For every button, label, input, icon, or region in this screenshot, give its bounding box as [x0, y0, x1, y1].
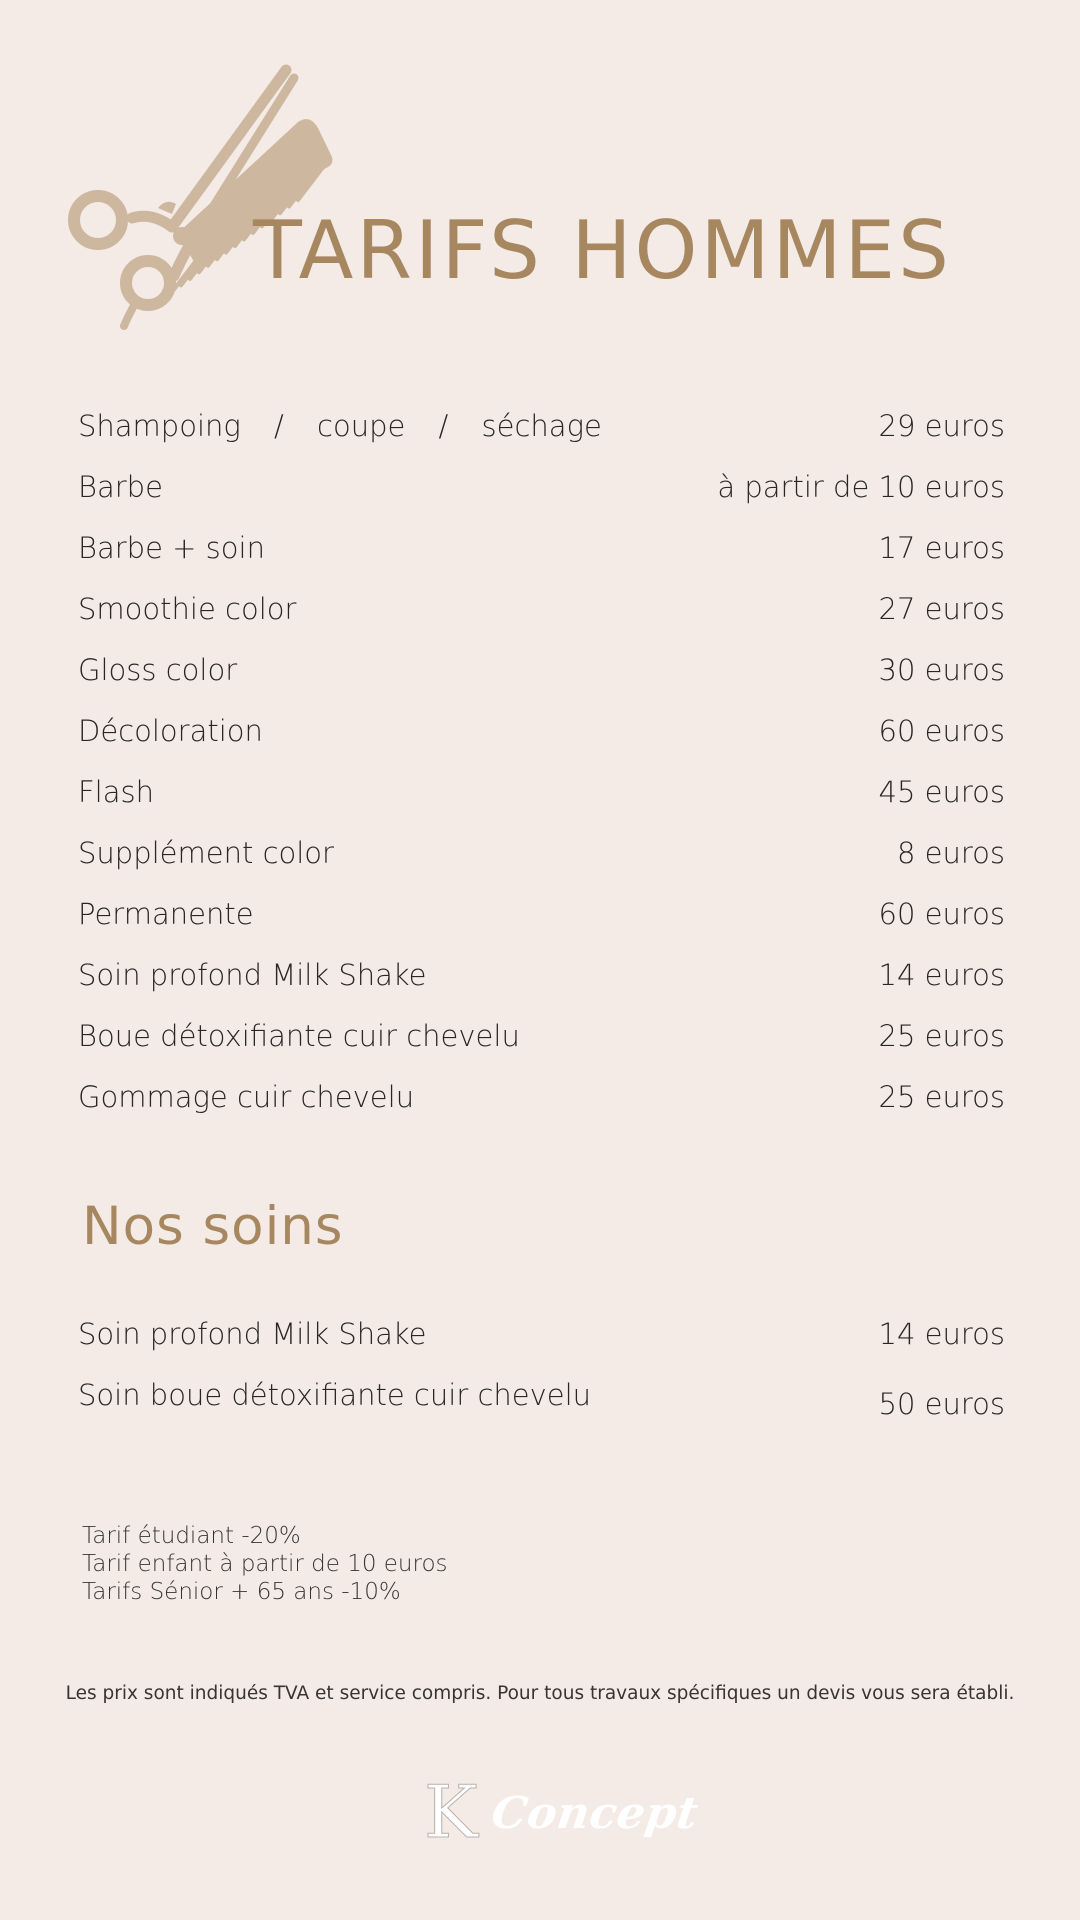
service-name: Soin profond Milk Shake — [78, 1317, 427, 1351]
service-price: 8 euros — [896, 836, 1005, 870]
service-name: Barbe + soin — [78, 531, 265, 565]
service-name: Supplément color — [78, 836, 334, 870]
list-item — [78, 396, 1005, 457]
service-name: Soin profond Milk Shake — [78, 958, 427, 992]
discount-item: Tarif étudiant -20% — [82, 1523, 301, 1549]
discount-item: Tarif enfant à partir de 10 euros — [82, 1551, 448, 1577]
service-name: Gloss color — [78, 653, 238, 687]
list-item — [78, 518, 1005, 579]
service-name: Soin boue détoxifiante cuir chevelu — [78, 1378, 592, 1412]
brand-logo — [424, 1770, 702, 1854]
service-price: 14 euros — [878, 1317, 1005, 1351]
service-price: 25 euros — [878, 1019, 1005, 1053]
list-item — [78, 762, 1005, 823]
scissors-comb-icon — [62, 62, 352, 342]
service-name: Permanente — [78, 897, 254, 931]
service-price: 60 euros — [878, 897, 1005, 931]
list-item — [78, 640, 1005, 701]
service-price: 29 euros — [878, 409, 1005, 443]
list-item — [78, 701, 1005, 762]
list-item — [78, 457, 1005, 518]
page-title: TARIFS HOMMES — [253, 204, 952, 297]
list-item — [78, 1304, 1005, 1365]
list-item — [78, 945, 1005, 1006]
service-price: à partir de 10 euros — [717, 470, 1005, 504]
service-name: Flash — [78, 775, 154, 809]
care-price-list — [78, 1304, 1005, 1426]
service-price: 30 euros — [878, 653, 1005, 687]
services-price-list — [78, 396, 1005, 1128]
list-item — [78, 1006, 1005, 1067]
service-price: 50 euros — [878, 1387, 1005, 1421]
discount-item: Tarifs Sénior + 65 ans -10% — [82, 1579, 401, 1605]
brand-initial: K — [424, 1770, 478, 1854]
service-price: 17 euros — [878, 531, 1005, 565]
list-item — [78, 579, 1005, 640]
service-name: Barbe — [78, 470, 163, 504]
list-item — [78, 884, 1005, 945]
service-name: Gommage cuir chevelu — [78, 1080, 415, 1114]
brand-name: Concept — [488, 1788, 702, 1839]
section-title: Nos soins — [82, 1196, 344, 1257]
service-price: 14 euros — [878, 958, 1005, 992]
service-name: Boue détoxifiante cuir chevelu — [78, 1019, 520, 1053]
service-price: 25 euros — [878, 1080, 1005, 1114]
service-name: Shampoing / coupe / séchage — [78, 409, 602, 443]
legal-note: Les prix sont indiqués TVA et service compris. Pour tous travaux spécifiques un devis vous sera établi. — [65, 1683, 1015, 1704]
discount-list — [82, 1522, 448, 1606]
service-price: 45 euros — [878, 775, 1005, 809]
service-name: Smoothie color — [78, 592, 297, 626]
service-price: 27 euros — [878, 592, 1005, 626]
list-item — [78, 1365, 1005, 1426]
list-item — [78, 1067, 1005, 1128]
list-item — [78, 823, 1005, 884]
service-name: Décoloration — [78, 714, 263, 748]
service-price: 60 euros — [878, 714, 1005, 748]
